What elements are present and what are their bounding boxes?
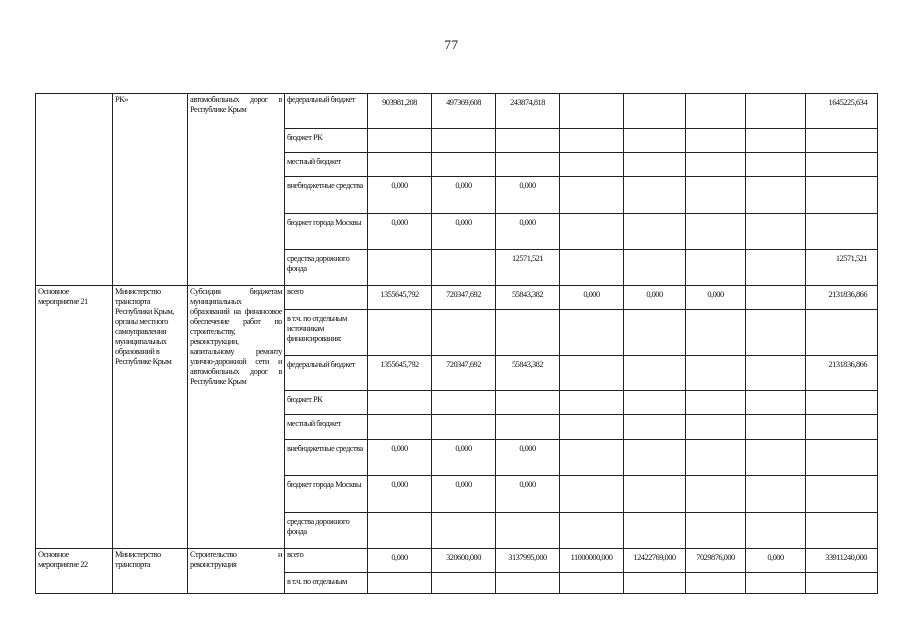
value-cell: 0,000 xyxy=(432,177,496,214)
value-cell xyxy=(746,391,806,415)
funding-source-cell: всего xyxy=(285,549,368,573)
value-cell xyxy=(624,214,686,250)
value-cell: 0,000 xyxy=(496,440,560,476)
value-cell: 320600,000 xyxy=(432,549,496,573)
value-cell: 0,000 xyxy=(368,214,432,250)
value-cell xyxy=(624,513,686,549)
value-cell: 0,000 xyxy=(368,177,432,214)
value-cell xyxy=(624,476,686,513)
value-cell xyxy=(496,415,560,440)
value-cell xyxy=(560,415,624,440)
value-cell: 1355645,792 xyxy=(368,286,432,310)
total-cell xyxy=(806,513,878,549)
value-cell xyxy=(624,415,686,440)
value-cell xyxy=(686,440,746,476)
value-cell: 0,000 xyxy=(624,286,686,310)
value-cell: 720347,692 xyxy=(432,286,496,310)
total-cell: 1645225,634 xyxy=(806,94,878,129)
value-cell xyxy=(746,513,806,549)
value-cell xyxy=(368,415,432,440)
value-cell xyxy=(560,356,624,391)
value-cell: 0,000 xyxy=(368,549,432,573)
value-cell xyxy=(560,177,624,214)
value-cell xyxy=(746,440,806,476)
value-cell xyxy=(432,415,496,440)
value-cell xyxy=(686,391,746,415)
funding-source-cell: бюджет РК xyxy=(285,391,368,415)
total-cell: 2131836,866 xyxy=(806,286,878,310)
value-cell: 0,000 xyxy=(496,214,560,250)
value-cell: 720347,692 xyxy=(432,356,496,391)
funding-source-cell: в т.ч. по отдельным xyxy=(285,573,368,594)
funding-source-cell: внебюджетные средства xyxy=(285,440,368,476)
value-cell xyxy=(560,391,624,415)
funding-source-cell: бюджет РК xyxy=(285,129,368,153)
value-cell xyxy=(560,573,624,594)
funding-source-cell: бюджет города Москвы xyxy=(285,476,368,513)
value-cell: 0,000 xyxy=(560,286,624,310)
total-cell xyxy=(806,153,878,177)
value-cell xyxy=(746,214,806,250)
total-cell: 12571,521 xyxy=(806,250,878,286)
value-cell xyxy=(686,129,746,153)
value-cell xyxy=(368,129,432,153)
value-cell xyxy=(496,310,560,356)
total-cell: 33911240,000 xyxy=(806,549,878,573)
value-cell xyxy=(686,476,746,513)
section-c xyxy=(36,549,878,594)
value-cell xyxy=(746,286,806,310)
value-cell: 12422769,000 xyxy=(624,549,686,573)
value-cell: 0,000 xyxy=(496,476,560,513)
table-row xyxy=(36,549,878,573)
value-cell xyxy=(686,214,746,250)
value-cell xyxy=(624,440,686,476)
value-cell xyxy=(560,129,624,153)
value-cell xyxy=(746,250,806,286)
value-cell xyxy=(686,573,746,594)
value-cell xyxy=(432,153,496,177)
value-cell xyxy=(624,356,686,391)
value-cell xyxy=(624,177,686,214)
value-cell: 7029876,000 xyxy=(686,549,746,573)
value-cell xyxy=(560,153,624,177)
value-cell xyxy=(560,94,624,129)
budget-table xyxy=(35,93,878,594)
value-cell xyxy=(686,94,746,129)
value-cell xyxy=(432,391,496,415)
value-cell xyxy=(624,573,686,594)
total-cell xyxy=(806,476,878,513)
value-cell xyxy=(746,177,806,214)
total-cell xyxy=(806,129,878,153)
value-cell xyxy=(432,250,496,286)
description-cell: Строительство и реконструкция xyxy=(188,549,285,594)
funding-source-cell: всего xyxy=(285,286,368,310)
value-cell xyxy=(686,177,746,214)
description-cell: автомобильных дорог в Республике Крым xyxy=(188,94,285,286)
value-cell: 243874,818 xyxy=(496,94,560,129)
value-cell xyxy=(368,310,432,356)
funding-source-cell: внебюджетные средства xyxy=(285,177,368,214)
value-cell xyxy=(746,415,806,440)
value-cell xyxy=(496,391,560,415)
value-cell xyxy=(496,573,560,594)
funding-source-cell: бюджет города Москвы xyxy=(285,214,368,250)
value-cell xyxy=(686,513,746,549)
value-cell xyxy=(368,513,432,549)
section-b xyxy=(36,286,878,549)
funding-source-cell: местный бюджет xyxy=(285,153,368,177)
value-cell xyxy=(686,415,746,440)
value-cell: 3137995,000 xyxy=(496,549,560,573)
value-cell xyxy=(560,440,624,476)
value-cell xyxy=(746,356,806,391)
value-cell xyxy=(746,310,806,356)
total-cell xyxy=(806,391,878,415)
event-cell xyxy=(36,94,113,286)
value-cell xyxy=(432,573,496,594)
value-cell xyxy=(624,94,686,129)
total-cell xyxy=(806,177,878,214)
value-cell: 12571,521 xyxy=(496,250,560,286)
value-cell xyxy=(368,573,432,594)
funding-source-cell: федеральный бюджет xyxy=(285,356,368,391)
value-cell xyxy=(686,356,746,391)
value-cell xyxy=(432,513,496,549)
value-cell xyxy=(746,129,806,153)
funding-source-cell: местный бюджет xyxy=(285,415,368,440)
value-cell xyxy=(686,153,746,177)
section-a xyxy=(36,94,878,286)
value-cell: 0,000 xyxy=(686,286,746,310)
value-cell: 0,000 xyxy=(432,214,496,250)
value-cell: 0,000 xyxy=(432,476,496,513)
value-cell: 1355645,792 xyxy=(368,356,432,391)
event-cell: Основное мероприятие 21 xyxy=(36,286,113,549)
value-cell xyxy=(560,310,624,356)
value-cell xyxy=(746,573,806,594)
value-cell: 0,000 xyxy=(746,549,806,573)
value-cell xyxy=(560,476,624,513)
total-cell xyxy=(806,415,878,440)
description-cell: Субсидия бюджетам муниципальных образований на финансовое обеспечение работ по строительству, реконструкции, капитальному ремонту улично-дорожной сети и автомобильных дорог в Республике Крым xyxy=(188,286,285,549)
value-cell xyxy=(560,513,624,549)
value-cell: 0,000 xyxy=(368,440,432,476)
table-row xyxy=(36,94,878,129)
value-cell: 11000000,000 xyxy=(560,549,624,573)
value-cell xyxy=(686,250,746,286)
funding-source-cell: средства дорожного фонда xyxy=(285,513,368,549)
page-number: 77 xyxy=(444,37,459,52)
value-cell xyxy=(368,153,432,177)
value-cell: 55843,382 xyxy=(496,286,560,310)
funding-source-cell: в т.ч. по отдельным источникам финансирования: xyxy=(285,310,368,356)
value-cell xyxy=(624,250,686,286)
total-cell xyxy=(806,573,878,594)
value-cell xyxy=(496,129,560,153)
value-cell xyxy=(624,310,686,356)
value-cell: 0,000 xyxy=(432,440,496,476)
value-cell xyxy=(746,476,806,513)
funding-source-cell: федеральный бюджет xyxy=(285,94,368,129)
executor-cell: РК» xyxy=(113,94,188,286)
total-cell xyxy=(806,214,878,250)
value-cell xyxy=(624,153,686,177)
value-cell xyxy=(560,214,624,250)
value-cell xyxy=(686,310,746,356)
value-cell xyxy=(746,153,806,177)
value-cell xyxy=(432,129,496,153)
total-cell xyxy=(806,310,878,356)
value-cell xyxy=(624,129,686,153)
value-cell xyxy=(746,94,806,129)
executor-cell: Министерство транспорта Республики Крым, органы местного самоуправления муниципальных образований в Республике Крым xyxy=(113,286,188,549)
value-cell xyxy=(496,153,560,177)
value-cell xyxy=(368,391,432,415)
value-cell: 0,000 xyxy=(496,177,560,214)
funding-source-cell: средства дорожного фонда xyxy=(285,250,368,286)
value-cell: 55843,382 xyxy=(496,356,560,391)
value-cell xyxy=(432,310,496,356)
value-cell xyxy=(560,250,624,286)
table-row xyxy=(36,286,878,310)
total-cell xyxy=(806,440,878,476)
value-cell xyxy=(368,250,432,286)
value-cell: 497369,608 xyxy=(432,94,496,129)
value-cell xyxy=(496,513,560,549)
value-cell: 903981,208 xyxy=(368,94,432,129)
total-cell: 2131836,866 xyxy=(806,356,878,391)
value-cell xyxy=(624,391,686,415)
executor-cell: Министерство транспорта xyxy=(113,549,188,594)
event-cell: Основное мероприятие 22 xyxy=(36,549,113,594)
value-cell: 0,000 xyxy=(368,476,432,513)
